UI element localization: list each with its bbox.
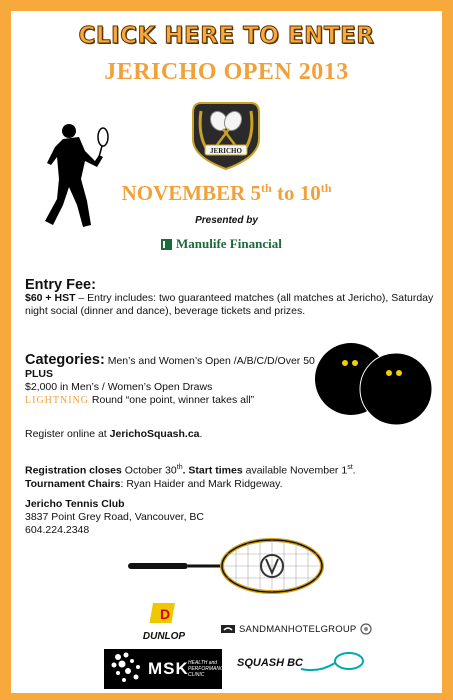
registration-info (25, 461, 435, 491)
date-suffix-1: th (261, 181, 272, 195)
categories-text: Men’s and Women’s Open /A/B/C/D/Over 50 (104, 355, 315, 367)
manulife-logo (161, 236, 282, 252)
sandman-logo (221, 623, 372, 635)
plus-label: PLUS (25, 368, 54, 380)
squash-bc-text: SQUASH BC (237, 657, 304, 669)
lightning-description: Round “one point, winner takes all” (89, 394, 255, 406)
chairs-names: : Ryan Haider and Mark Ridgeway. (120, 477, 283, 490)
msk-dots-icon (108, 651, 146, 687)
crest-text: JERICHO (210, 147, 242, 155)
manulife-icon (161, 239, 172, 250)
reg-closes-label: Registration closes (25, 464, 122, 477)
squash-bc-racquet-icon (299, 651, 369, 675)
msk-clinic-logo (104, 649, 227, 689)
event-dates (11, 181, 442, 206)
club-address: 3837 Point Grey Road, Vancouver, BC (25, 511, 204, 523)
start-times-sup: st (347, 464, 353, 471)
event-title: JERICHO OPEN 2013 (104, 59, 349, 85)
club-info (25, 498, 325, 537)
register-website-link[interactable]: JerichoSquash.ca (109, 428, 200, 440)
reg-closes-date: October 30 (121, 464, 177, 477)
categories-heading: Categories: (25, 352, 105, 368)
presented-by-label: Presented by (195, 215, 258, 226)
start-times-text: available November 1 (242, 464, 348, 477)
prize-text: $2,000 in Men’s / Women’s Open Draws (25, 381, 213, 393)
squash-balls-icon (311, 341, 436, 431)
jericho-club-crest (189, 99, 263, 171)
entry-fee-price: $60 + HST (25, 292, 76, 304)
entry-fee-section (25, 279, 435, 318)
manulife-name: Manulife Financial (176, 236, 282, 251)
register-suffix: . (199, 428, 203, 440)
msk-text: MSK (148, 659, 189, 678)
squash-racquet-image (126, 537, 326, 597)
register-prefix: Register online at (25, 428, 110, 440)
register-line (25, 428, 425, 441)
start-times-label: . Start times (182, 464, 243, 477)
chairs-label: Tournament Chairs (25, 477, 121, 490)
entry-fee-heading: Entry Fee: (25, 277, 96, 293)
sandman-icon (221, 625, 235, 633)
club-phone: 604.224.2348 (25, 524, 90, 536)
date-end: to 10 (271, 181, 321, 205)
squash-bc-logo (237, 651, 377, 691)
svg-text:D: D (159, 606, 171, 622)
start-times-end: . (352, 464, 356, 477)
dunlop-logo-text: DUNLOP (142, 631, 186, 642)
date-start: NOVEMBER 5 (121, 181, 262, 205)
lightning-label: LIGHTNING (25, 395, 89, 406)
entry-fee-description: – Entry includes: two guaranteed matches (all matches at Jericho), Saturday night social (dinner and dance), beverage tickets and prizes. (25, 292, 434, 317)
sandman-emblem-icon (360, 623, 372, 635)
msk-subtext: HEALTH and PERFORMANCE CLINIC (188, 660, 227, 678)
click-here-to-enter-link[interactable]: CLICK HERE TO ENTER (78, 23, 375, 49)
sandman-text: SANDMANHOTELGROUP (239, 623, 357, 635)
club-name: Jericho Tennis Club (25, 498, 125, 510)
date-suffix-2: th (320, 181, 332, 195)
reg-closes-sup: th (176, 464, 183, 471)
poster-panel (11, 11, 442, 693)
categories-section (25, 354, 315, 407)
